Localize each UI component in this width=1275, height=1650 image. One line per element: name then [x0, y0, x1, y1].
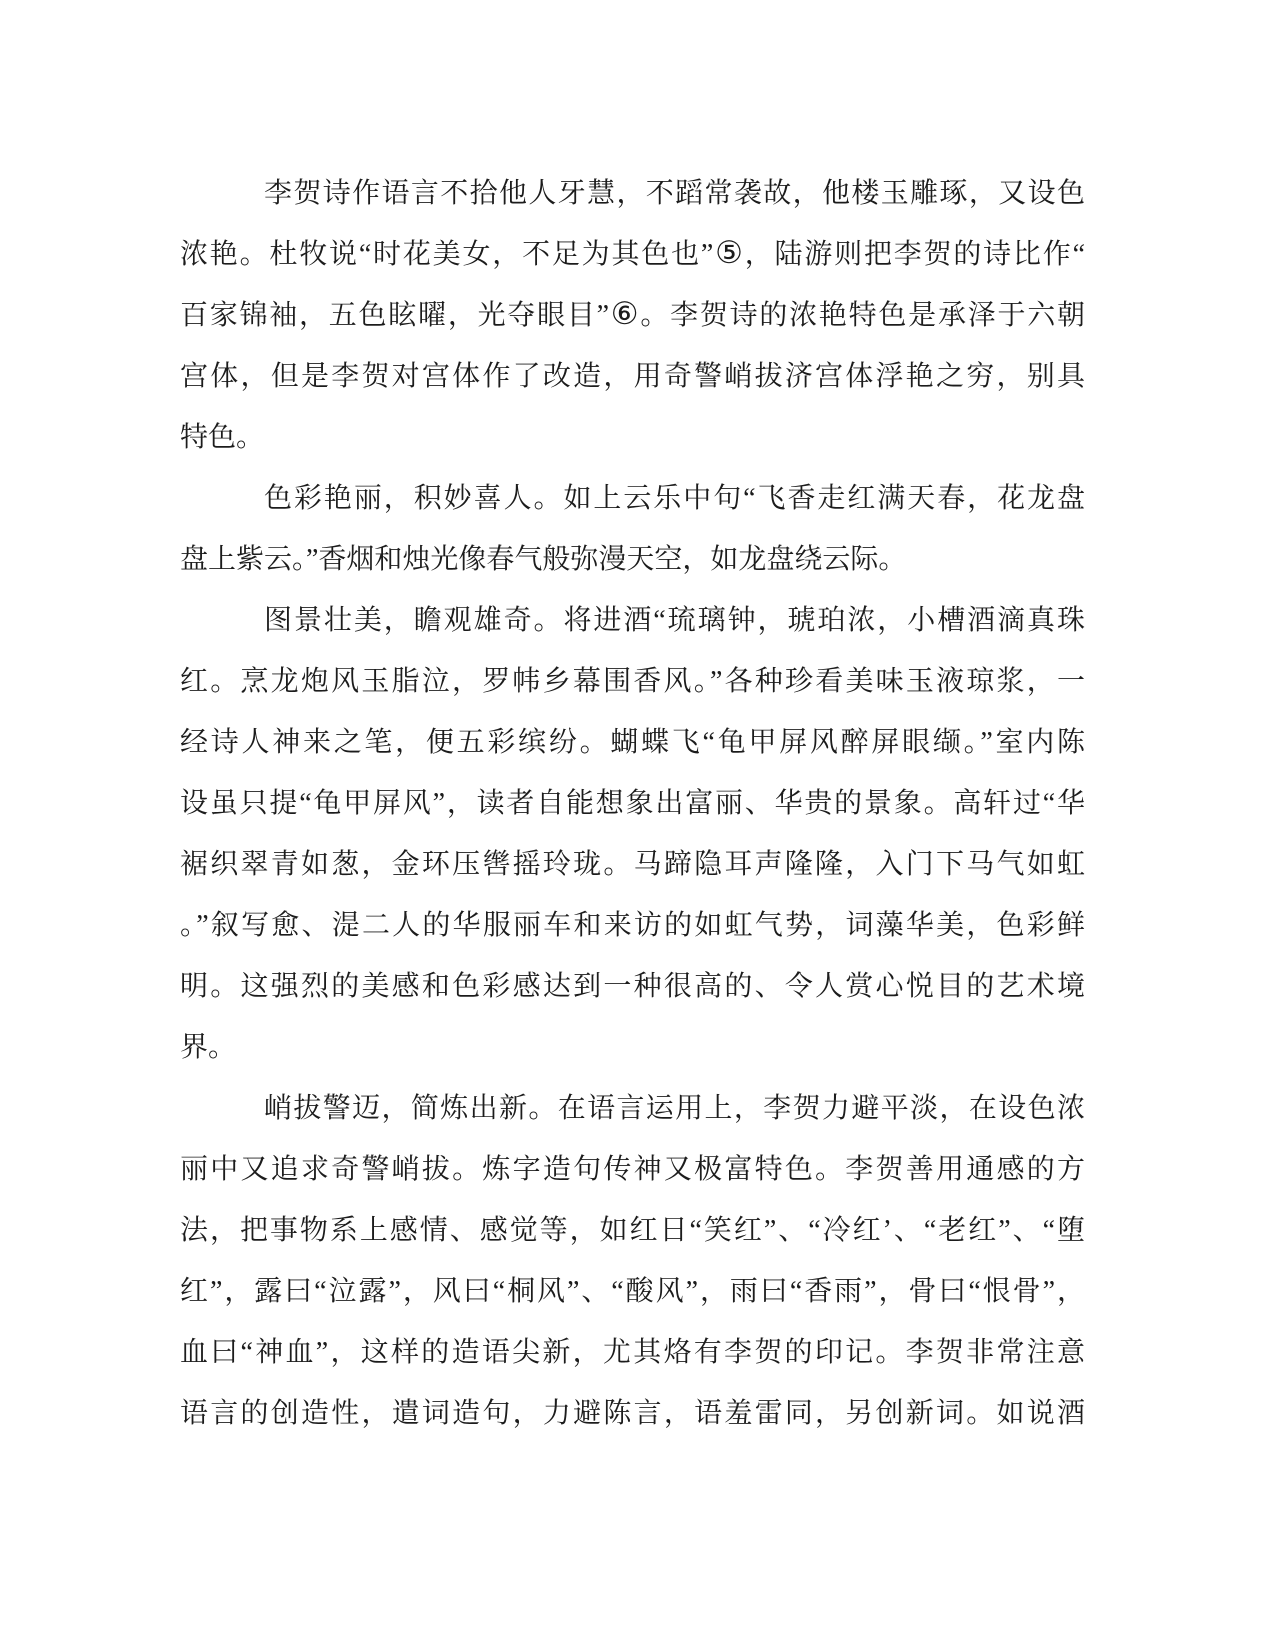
text-line: 图景壮美，瞻观雄奇。将进酒“琉璃钟，琥珀浓，小槽酒滴真珠 — [264, 605, 1085, 636]
text-line: 。”叙写愈、湜二人的华服丽车和来访的如虹气势，词藻华美，色彩鲜 — [180, 910, 1085, 941]
text-line: 峭拔警迈，简炼出新。在语言运用上，李贺力避平淡，在设色浓 — [264, 1093, 1085, 1124]
paragraph — [180, 1078, 1085, 1444]
text-line: 血曰“神血”，这样的造语尖新，尤其烙有李贺的印记。李贺非常注意 — [180, 1337, 1085, 1368]
text-line: 特色。 — [180, 422, 265, 453]
paragraph — [180, 468, 1085, 590]
paragraph — [180, 590, 1085, 1078]
text-line: 宫体，但是李贺对宫体作了改造，用奇警峭拔济宫体浮艳之穷，别具 — [180, 361, 1085, 392]
text-line: 语言的创造性，遣词造句，力避陈言，语羞雷同，另创新词。如说酒 — [180, 1398, 1085, 1429]
text-line: 盘上紫云。”香烟和烛光像春气般弥漫天空，如龙盘绕云际。 — [180, 544, 907, 575]
text-line: 法，把事物系上感情、感觉等，如红日“笑红”、“冷红’、“老红”、“堕 — [180, 1215, 1085, 1246]
text-line: 李贺诗作语言不拾他人牙慧，不蹈常袭故，他楼玉雕琢，又设色 — [264, 178, 1085, 209]
text-line: 经诗人神来之笔，便五彩缤纷。蝴蝶飞“龟甲屏风醉屏眼缬。”室内陈 — [180, 727, 1085, 758]
text-line: 裾织翠青如葱，金环压辔摇玲珑。马蹄隐耳声隆隆，入门下马气如虹 — [180, 849, 1085, 880]
paragraph — [180, 163, 1085, 468]
text-line: 红。烹龙炮风玉脂泣，罗帏乡幕围香风。”各种珍看美味玉液琼浆，一 — [180, 666, 1085, 697]
text-line: 界。 — [180, 1032, 237, 1063]
text-line: 丽中又追求奇警峭拔。炼字造句传神又极富特色。李贺善用通感的方 — [180, 1154, 1085, 1185]
footnote-marker: ⑤ — [713, 235, 745, 271]
text-line: 设虽只提“龟甲屏风”，读者自能想象出富丽、华贵的景象。高轩过“华 — [180, 788, 1085, 819]
text-line: 色彩艳丽，积妙喜人。如上云乐中句“飞香走红满天春，花龙盘 — [264, 483, 1085, 514]
text-line: 浓艳。杜牧说“时花美女，不足为其色也”⑤，陆游则把李贺的诗比作“ — [180, 235, 1085, 271]
text-line: 百家锦袖，五色眩曜，光夺眼目”⑥。李贺诗的浓艳特色是承泽于六朝 — [180, 296, 1085, 332]
document-body — [180, 163, 1085, 1444]
text-line: 明。这强烈的美感和色彩感达到一种很高的、令人赏心悦目的艺术境 — [180, 971, 1085, 1002]
footnote-marker: ⑥ — [609, 296, 641, 332]
text-line: 红”，露曰“泣露”，风曰“桐风”、“酸风”，雨曰“香雨”，骨曰“恨骨”， — [180, 1276, 1085, 1307]
